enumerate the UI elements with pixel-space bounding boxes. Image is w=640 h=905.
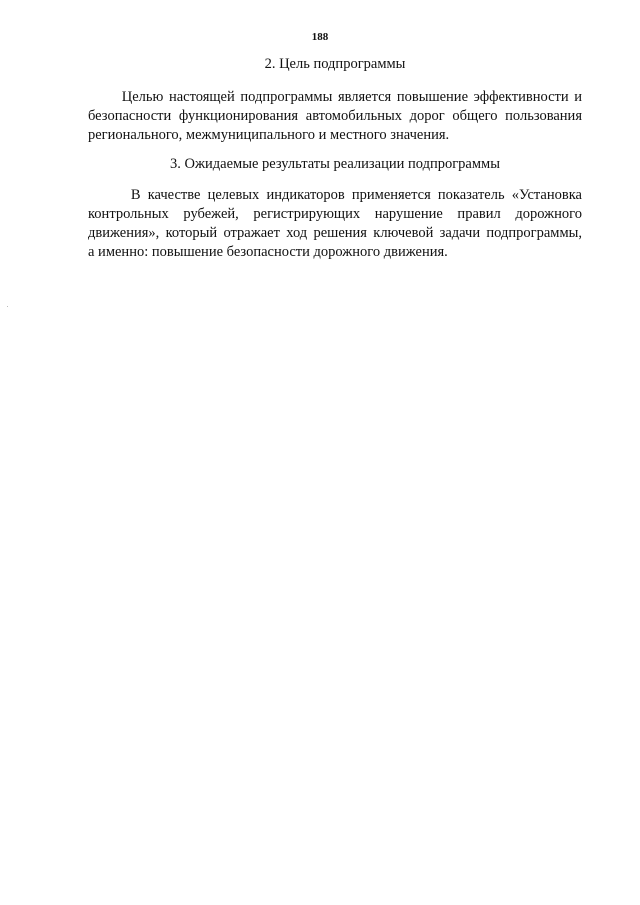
paragraph-line: Целью настоящей подпрограммы является повышение эффективности и <box>88 89 582 105</box>
paragraph-line: движения», который отражает ход решения ключевой задачи подпрограммы, <box>88 225 582 241</box>
section-heading-goal: 2. Цель подпрограммы <box>264 56 406 72</box>
paragraph-line: регионального, межмуниципального и местного значения. <box>88 127 450 143</box>
page-number: 188 <box>311 31 329 43</box>
goal-paragraph <box>88 88 582 145</box>
paragraph-line: В качестве целевых индикаторов применяется показатель «Установка <box>88 187 582 203</box>
results-paragraph <box>88 186 582 262</box>
section-heading-expected-results: 3. Ожидаемые результаты реализации подпрограммы <box>170 156 500 172</box>
scan-speck <box>7 306 8 307</box>
paragraph-line: контрольных рубежей, регистрирующих нарушение правил дорожного <box>88 206 582 222</box>
paragraph-line: безопасности функционирования автомобильных дорог общего пользования <box>88 108 582 124</box>
paragraph-line: а именно: повышение безопасности дорожного движения. <box>88 244 448 260</box>
